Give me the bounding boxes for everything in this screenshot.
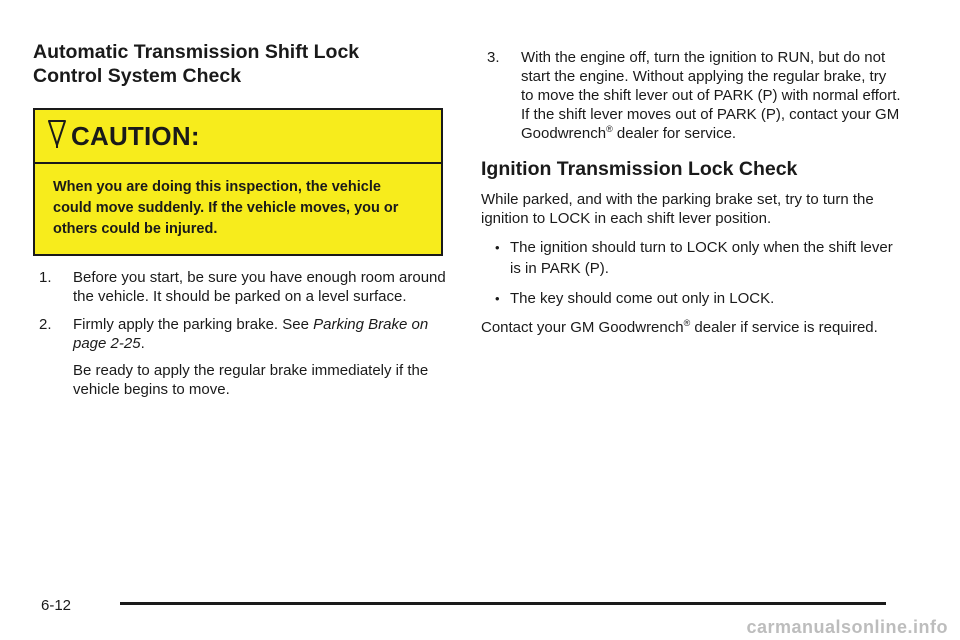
step-number: 3.	[487, 49, 500, 66]
step-text-end: .	[140, 335, 145, 352]
parking-brake-link[interactable]: Parking Brake on page 2-25	[73, 316, 429, 352]
step-number: 1.	[39, 269, 52, 286]
step-item	[33, 268, 447, 306]
section-title-ignition-lock: Ignition Transmission Lock Check	[481, 158, 798, 180]
closing-paragraph	[481, 318, 901, 337]
bullet-text: The ignition should turn to LOCK only when the shift lever is in PARK (P).	[510, 239, 893, 277]
step-text-end: dealer for service.	[612, 125, 737, 142]
right-column	[481, 40, 901, 337]
closing-text-end: dealer if service is required.	[690, 319, 878, 336]
bullet-text: The key should come out only in LOCK.	[510, 290, 775, 307]
registered-mark: ®	[683, 318, 691, 328]
caution-brace-icon	[45, 119, 69, 149]
step-note: Be ready to apply the regular brake immediately if the vehicle begins to move.	[73, 362, 429, 398]
caution-title: CAUTION:	[71, 120, 200, 151]
step-item	[481, 48, 901, 143]
watermark: carmanualsonline.info	[746, 617, 948, 637]
step-number: 2.	[39, 316, 52, 333]
step-text: Before you start, be sure you have enough room around the vehicle. It should be parked on a level surface.	[73, 269, 446, 305]
bullet-icon: •	[495, 291, 500, 306]
intro-paragraph: While parked, and with the parking brake set, try to turn the ignition to LOCK in each shift lever position.	[481, 191, 874, 227]
steps-list	[33, 268, 447, 399]
step-text: With the engine off, turn the ignition to RUN, but do not start the engine. Without applying the regular brake, try to move the shift lever out of PARK (P) with normal effort. If the shift lever moves out of PARK (P), contact your GM Goodwrench	[521, 49, 901, 142]
step-item	[33, 315, 447, 353]
bullet-item	[481, 237, 901, 279]
caution-header	[35, 110, 441, 164]
left-column	[33, 40, 447, 399]
section-title-shift-lock: Automatic Transmission Shift Lock Control System Check	[33, 41, 360, 87]
caution-box	[33, 108, 443, 256]
bullet-list	[481, 237, 901, 309]
bullet-item	[481, 288, 901, 309]
registered-mark: ®	[606, 124, 613, 134]
footer-rule	[120, 602, 886, 605]
page-number: 6-12	[41, 597, 72, 614]
caution-text: When you are doing this inspection, the vehicle could move suddenly. If the vehicle moves, you or others could be injured.	[35, 164, 441, 254]
closing-text: Contact your GM Goodwrench	[481, 319, 684, 336]
step-text: Firmly apply the parking brake. See	[73, 316, 314, 333]
bullet-icon: •	[495, 240, 500, 255]
